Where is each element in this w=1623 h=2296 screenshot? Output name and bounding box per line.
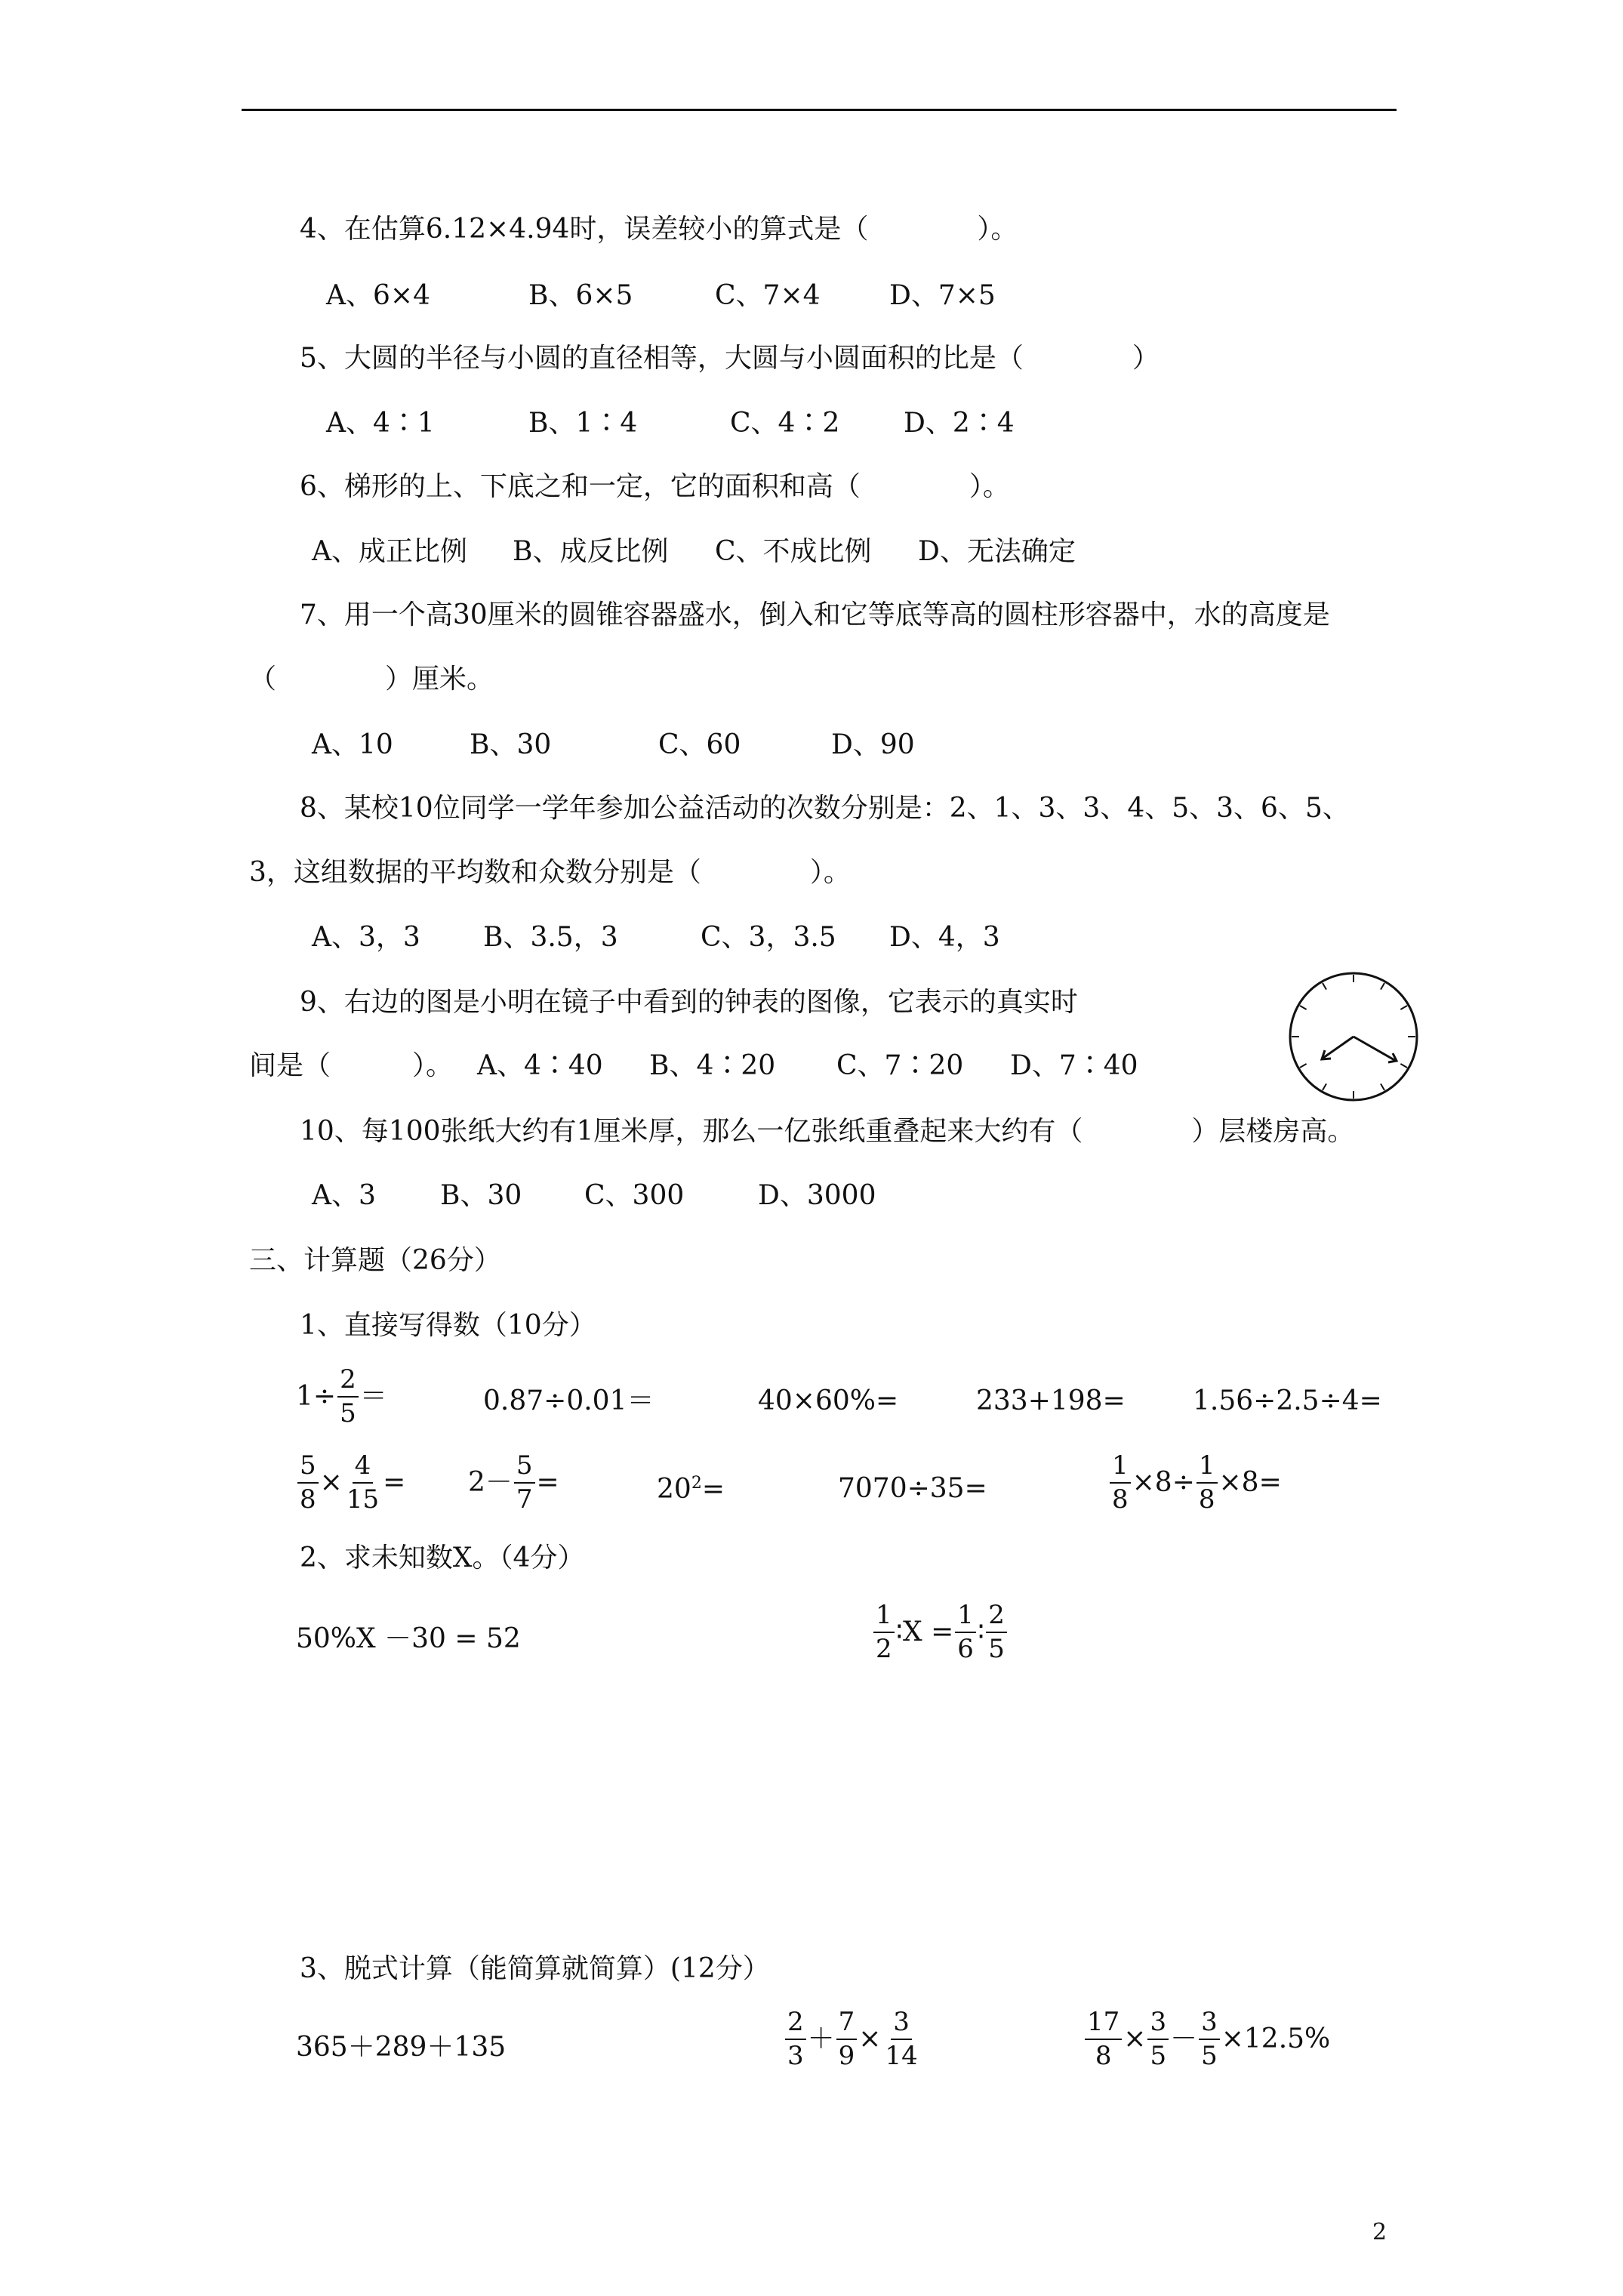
q8-option-d: D、4，3 — [889, 922, 1000, 953]
question-9-stem: 9、右边的图是小明在镜子中看到的钟表的图像，它表示的真实时 — [300, 987, 1078, 1018]
q4-option-b: B、6×5 — [528, 280, 633, 311]
part-1-title: 1、直接写得数（10分） — [300, 1310, 596, 1341]
q7-option-d: D、90 — [831, 729, 915, 760]
fraction: $\frac{3}{5}$ — [1199, 2006, 1220, 2072]
fraction: $\frac{2}{5}$ — [337, 1364, 359, 1429]
calc-2d: 7070÷35= — [838, 1473, 987, 1504]
q9-option-b: B、4∶20 — [649, 1050, 776, 1081]
q6-option-d: D、无法确定 — [918, 536, 1076, 567]
expression-1: 365＋289＋135 — [296, 2032, 507, 2063]
clock-tick — [1400, 1006, 1407, 1009]
q8-option-b: B、3.5，3 — [483, 922, 618, 953]
q10-option-c: C、300 — [584, 1180, 685, 1211]
question-8-stem: 8、某校10位同学一学年参加公益活动的次数分别是：2、1、3、3、4、5、3、6、5、 — [300, 793, 1350, 824]
calc-1e: 1.56÷2.5÷4= — [1193, 1385, 1382, 1416]
part-2-title: 2、求未知数X。（4分） — [300, 1542, 585, 1573]
q4-option-d: D、7×5 — [889, 280, 996, 311]
fraction: $\frac{1}{8}$ — [1110, 1450, 1131, 1515]
calc-1c: 40×60%= — [758, 1385, 899, 1416]
fraction: $\frac{1}{6}$ — [955, 1599, 976, 1665]
q6-option-c: C、不成比例 — [715, 536, 872, 567]
question-10-stem: 10、每100张纸大约有1厘米厚，那么一亿张纸重叠起来大约有（ ）层楼房高。 — [300, 1116, 1355, 1147]
fraction: $\frac{1}{2}$ — [873, 1599, 895, 1665]
clock-hand-hour — [1323, 1037, 1354, 1058]
q9-option-a: A、4∶40 — [477, 1050, 603, 1081]
q7-option-b: B、30 — [470, 729, 552, 760]
expression-3: $\frac{17}{8}$ × $\frac{3}{5}$ － $\frac{3}{5}$ ×12.5% — [1083, 2006, 1330, 2072]
calc-2b: 2－ $\frac{5}{7}$ = — [468, 1450, 559, 1515]
fraction: $\frac{4}{15}$ — [346, 1450, 380, 1515]
q7-option-c: C、60 — [658, 729, 741, 760]
mirror-clock-figure — [1286, 969, 1421, 1105]
q7-option-a: A、10 — [312, 729, 393, 760]
q5-option-b: B、1∶4 — [528, 408, 638, 439]
calc-2c: $20^2=$ — [657, 1474, 725, 1505]
q6-option-b: B、成反比例 — [513, 536, 669, 567]
clock-tick — [1323, 1083, 1326, 1090]
fraction: $\frac{5}{7}$ — [514, 1450, 535, 1515]
q6-option-a: A、成正比例 — [312, 536, 467, 567]
q4-option-c: C、7×4 — [715, 280, 821, 311]
part-3-title: 3、脱式计算（能简算就简算）(12分） — [300, 1953, 770, 1984]
clock-tick — [1381, 1083, 1384, 1090]
q9-option-d: D、7∶40 — [1010, 1050, 1138, 1081]
clock-tick — [1381, 983, 1384, 990]
clock-tick — [1400, 1064, 1407, 1068]
calc-1d: 233+198= — [976, 1385, 1126, 1416]
header-rule — [242, 109, 1397, 111]
question-5-stem: 5、大圆的半径与小圆的直径相等，大圆与小圆面积的比是（ ） — [300, 343, 1160, 374]
fraction: $\frac{2}{5}$ — [986, 1599, 1007, 1665]
fraction: $\frac{3}{14}$ — [885, 2007, 918, 2071]
clock-tick — [1300, 1064, 1307, 1068]
clock-tick — [1300, 1006, 1307, 1009]
question-7-stem: 7、用一个高30厘米的圆锥容器盛水，倒入和它等底等高的圆柱形容器中，水的高度是 — [300, 599, 1330, 630]
q10-option-a: A、3 — [312, 1180, 376, 1211]
q10-option-b: B、30 — [440, 1180, 522, 1211]
fraction: $\frac{17}{8}$ — [1085, 2006, 1122, 2072]
q5-option-a: A、4∶1 — [326, 408, 435, 439]
q8-option-a: A、3，3 — [312, 922, 420, 953]
question-4-stem: 4、在估算6.12×4.94时，误差较小的算式是（ ）。 — [300, 214, 1018, 245]
expression-2: $\frac{2}{3}$ ＋ $\frac{7}{9}$ × $\frac{3}{14}$ — [784, 2006, 922, 2072]
equation-1: 50%X －30 = 52 — [296, 1623, 521, 1654]
question-7-stem-cont: （ ）厘米。 — [249, 664, 494, 695]
fraction: $\frac{2}{3}$ — [785, 2006, 806, 2072]
fraction: $\frac{1}{8}$ — [1196, 1450, 1218, 1515]
q5-option-d: D、2∶4 — [904, 408, 1015, 439]
question-8-stem-cont: 3，这组数据的平均数和众数分别是（ ）。 — [249, 857, 851, 888]
page-number: 2 — [1372, 2219, 1387, 2245]
fraction: $\frac{5}{8}$ — [297, 1450, 319, 1515]
calc-1b: 0.87÷0.01＝ — [483, 1385, 654, 1416]
fraction: $\frac{7}{9}$ — [836, 2006, 858, 2072]
question-9-stem-cont: 间是（ ）。 — [249, 1050, 454, 1081]
clock-tick — [1323, 983, 1326, 990]
calc-2a: $\frac{5}{8}$ × $\frac{4}{15}$ = — [296, 1450, 405, 1515]
clock-hand-minute — [1354, 1037, 1396, 1061]
fraction: $\frac{3}{5}$ — [1147, 2006, 1169, 2072]
calc-2e: $\frac{1}{8}$ ×8÷ $\frac{1}{8}$ ×8= — [1108, 1450, 1282, 1515]
equation-2: $\frac{1}{2}$ ∶X = $\frac{1}{6}$ ∶ $\frac{2}{5}$ — [872, 1599, 1009, 1665]
q10-option-d: D、3000 — [758, 1180, 876, 1211]
q5-option-c: C、4∶2 — [730, 408, 840, 439]
q4-option-a: A、6×4 — [326, 280, 430, 311]
calc-1a: 1÷ $\frac{2}{5}$ ＝ — [296, 1364, 387, 1428]
section-3-title: 三、计算题（26分） — [249, 1245, 501, 1276]
q9-option-c: C、7∶20 — [836, 1050, 964, 1081]
question-6-stem: 6、梯形的上、下底之和一定，它的面积和高（ ）。 — [300, 471, 1010, 502]
q8-option-c: C、3，3.5 — [701, 922, 836, 953]
